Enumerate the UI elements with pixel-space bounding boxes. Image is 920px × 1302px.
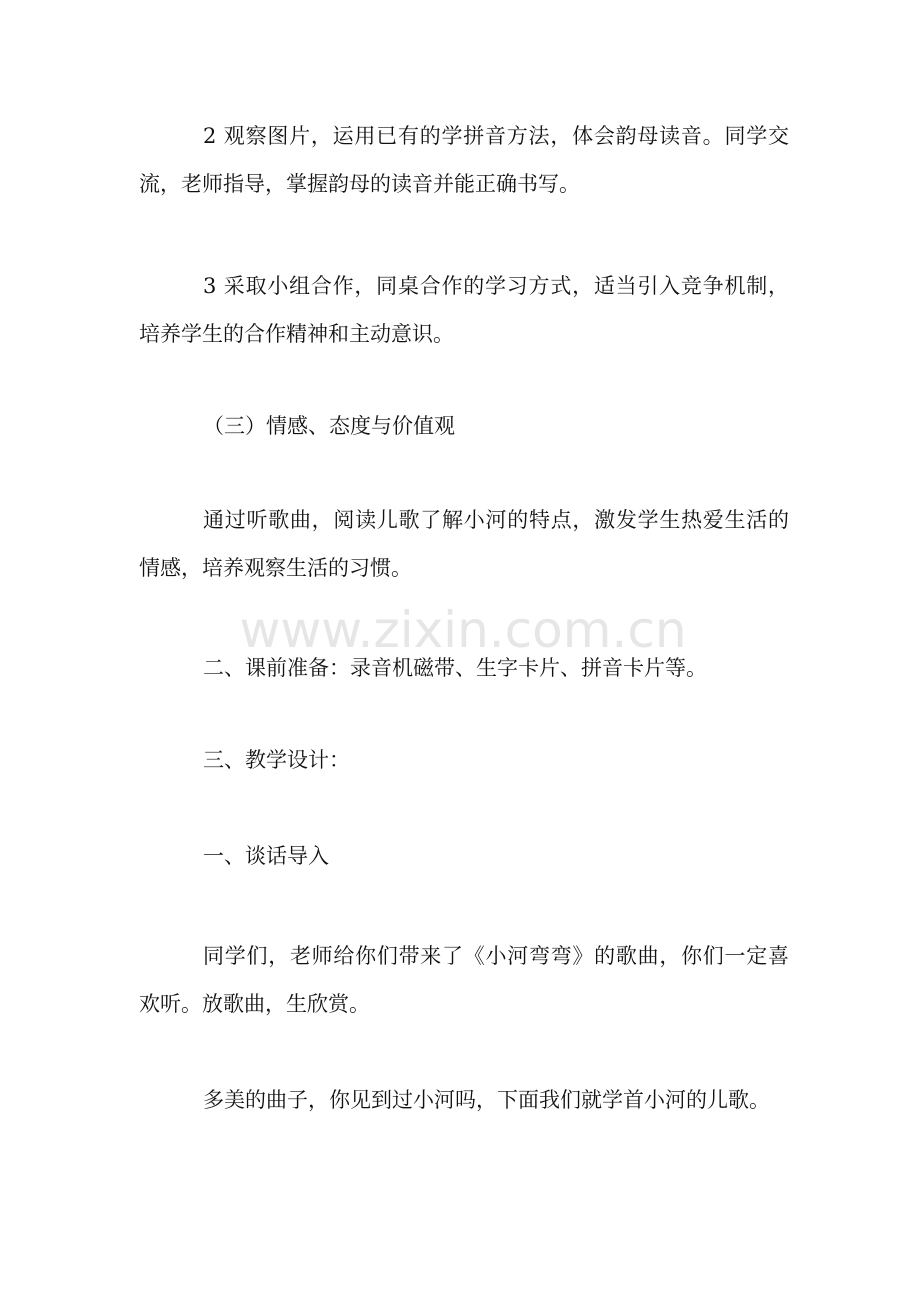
paragraph-transition: 多美的曲子，你见到过小河吗，下面我们就学首小河的儿歌。: [203, 1088, 770, 1112]
paragraph-goal-2: 2 观察图片，运用已有的学拼音方法，体会韵母读音。同学交流，老师指导，掌握韵母的读音并能正确书写。: [139, 124, 789, 196]
section-heading-preparation: 二、课前准备：录音机磁带、生字卡片、拼音卡片等。: [203, 656, 707, 680]
section-heading-intro: 一、谈话导入: [203, 844, 329, 868]
paragraph-goal-3: 3 采取小组合作，同桌合作的学习方式，适当引入竞争机制，培养学生的合作精神和主动意识。: [139, 274, 789, 346]
paragraph-emotion: 通过听歌曲，阅读儿歌了解小河的特点，激发学生热爱生活的情感，培养观察生活的习惯。: [139, 508, 789, 580]
paragraph-intro: 同学们，老师给你们带来了《小河弯弯》的歌曲，你们一定喜欢听。放歌曲，生欣赏。: [139, 944, 789, 1016]
section-heading-design: 三、教学设计：: [203, 748, 350, 772]
watermark: www.zixin.com.cn: [239, 601, 687, 659]
section-heading-emotion: （三）情感、态度与价值观: [203, 414, 455, 438]
